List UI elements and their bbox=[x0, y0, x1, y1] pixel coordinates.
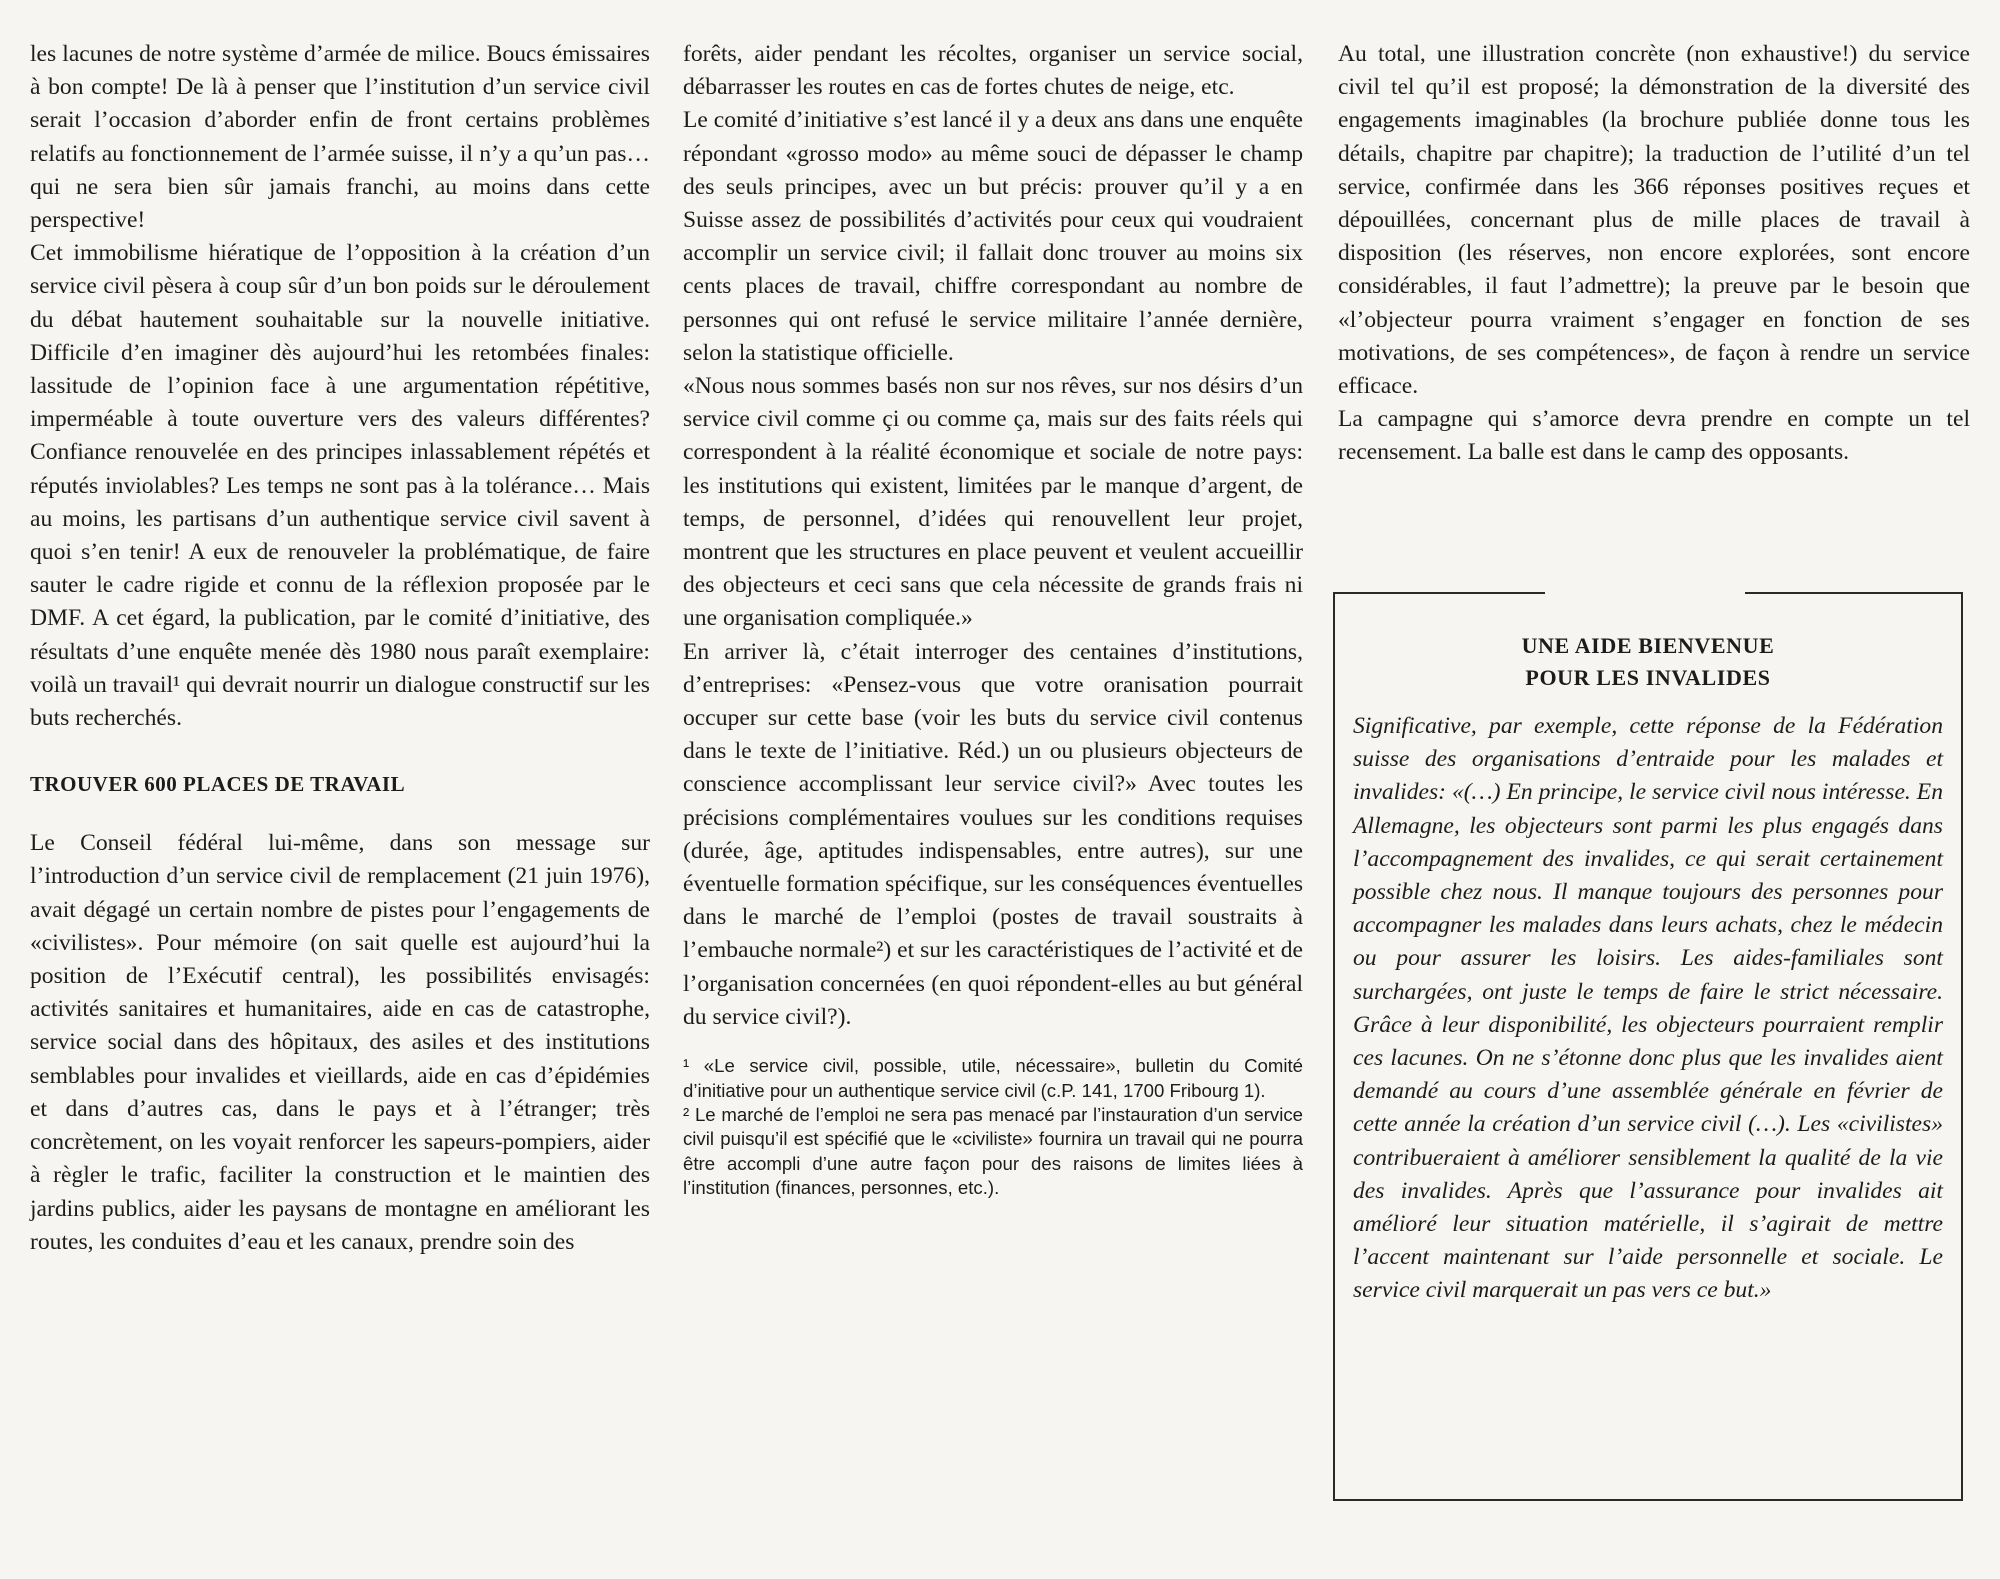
paragraph: Au total, une illustration concrète (non exhaustive!) du service civil tel qu’il est proposé; la démonstration de la diversité des engagements imaginables (la brochure publiée donne tous les détails, chapitre par chapitre); la traduction de l’utilité d’un tel service, confirmée dans les 366 réponses positives reçues et dépouillées, concernant plus de mille places de travail à disposition (les réserves, non encore explorées, sont encore considérables, il faut l’admettre); la preuve par le besoin que «l’objecteur pourra vraiment s’engager en fonction de ses motivations, de ses compétences», de façon à rendre un service efficace. bbox=[1338, 41, 1970, 400]
column-3 bbox=[1338, 38, 1970, 470]
box-title bbox=[1353, 630, 1943, 694]
border-gap bbox=[1545, 591, 1745, 596]
footnote-1: ¹ «Le service civil, possible, utile, nécessaire», bulletin du Comité d’initiative pour un authentique service civil (c.P. 141, 1700 Fribourg 1). bbox=[683, 1055, 1303, 1101]
column-1 bbox=[30, 38, 650, 1259]
box-title-line-1: UNE AIDE BIENVENUE bbox=[1521, 633, 1775, 658]
paragraph: les lacunes de notre système d’armée de milice. Boucs émissaires à bon compte! De là à penser que l’institution d’un service civil serait l’occasion d’aborder enfin de front certains problèmes relatifs au fonctionnement de l’armée suisse, il n’y a qu’un pas… qui ne sera bien sûr jamais franchi, au moins dans cette perspective! bbox=[30, 41, 650, 234]
footnote-2: ² Le marché de l’emploi ne sera pas menacé par l’instauration d’un service civil puisqu’il est spécifié que le «civiliste» fournira un travail qui ne pourra être accompli d’une autre façon pour des raisons de limites liées à l’institution (finances, personnes, etc.). bbox=[683, 1103, 1303, 1199]
paragraph: Le comité d’initiative s’est lancé il y a deux ans dans une enquête répondant «grosso modo» au même souci de dépasser le champ des seuls principes, avec un but précis: prouver qu’il y a en Suisse assez de possibilités d’activités pour ceux qui voudraient accomplir un service civil; il fallait donc trouver au moins six cents places de travail, chiffre correspondant au nombre de personnes qui ont refusé le service militaire l’année dernière, selon la statistique officielle. bbox=[683, 107, 1303, 366]
paragraph: forêts, aider pendant les récoltes, organiser un service social, débarrasser les routes en cas de fortes chutes de neige, etc. bbox=[683, 41, 1303, 101]
paragraph: Le Conseil fédéral lui-même, dans son message sur l’introduction d’un service civil de remplacement (21 juin 1976), avait dégagé un certain nombre de pistes pour l’engagements de «civilistes». Pour mémoire (on sait quelle est aujourd’hui la position de l’Exécutif central), les possibilités envisagés: activités sanitaires et humanitaires, aide en cas de catastrophe, service social dans des hôpitaux, des asiles et des institutions semblables pour invalides et vieillards, aide en cas d’épidémies et dans d’autres cas, dans le pays et à l’étranger; très concrètement, on les voyait renforcer les sapeurs-pompiers, aider à règler le trafic, faciliter la construction et le maintien des jardins publics, aider les paysans de montagne en améliorant les routes, les conduites d’eau et les canaux, prendre soin des bbox=[30, 830, 650, 1255]
sidebar-box bbox=[1333, 592, 1963, 1501]
paragraph: Cet immobilisme hiératique de l’opposition à la création d’un service civil pèsera à coup sûr d’un bon poids sur le déroulement du débat hautement souhaitable sur la nouvelle initiative. Difficile d’en imaginer dès aujourd’hui les retombées finales: lassitude de l’opinion face à une argumentation répétitive, imperméable à toute ouverture vers des valeurs différentes? Confiance renouvelée en des principes inlassablement répétés et réputés inviolables? Les temps ne sont pas à la tolérance… Mais au moins, les partisans d’un authentique service civil savent à quoi s’en tenir! A eux de renouveler la problématique, de faire sauter le cadre rigide et connu de la réflexion proposée par le DMF. A cet égard, la publication, par le comité d’initiative, des résultats d’une enquête menée dès 1980 nous paraît exemplaire: voilà un travail¹ qui devrait nourrir un dialogue constructif sur les buts recherchés. bbox=[30, 240, 650, 732]
section-heading: TROUVER 600 PLACES DE TRAVAIL bbox=[30, 772, 406, 797]
column-2 bbox=[683, 38, 1303, 1201]
paragraph: En arriver là, c’était interroger des centaines d’institutions, d’entreprises: «Pensez-vous que votre oranisation pourrait occuper sur cette base (voir les buts du service civil contenus dans le texte de l’initiative. Réd.) un ou plusieurs objecteurs de conscience accomplissant leur service civil?» Avec toutes les précisions complémentaires voulues sur les conditions requises (durée, âge, aptitudes indispensables, entre autres), sur une éventuelle formation spécifique, sur les conséquences éventuelles dans le marché de l’emploi (postes de travail soustraits à l’embauche normale²) et sur les caractéristiques de l’activité et de l’organisation concernées (en quoi répondent-elles au but général du service civil?). bbox=[683, 638, 1303, 1030]
quote-paragraph: «Nous nous sommes basés non sur nos rêves, sur nos désirs d’un service civil comme çi ou comme ça, mais sur des faits réels qui correspondent à la réalité économique et sociale de notre pays: les institutions qui existent, limitées par le manque d’argent, de temps, de personnel, d’idées qui renouvellent leur projet, montrent que les structures en place peuvent et veulent accueillir des objecteurs et ceci sans que cela nécessite de grands frais ni une organisation compliquée.» bbox=[683, 373, 1303, 632]
box-text: Significative, par exemple, cette réponse de la Fédération suisse des organisations d’entraide pour les malades et invalides: «(…) En principe, le service civil nous intéresse. En Allemagne, les objecteurs sont parmi les plus engagés dans l’accompagnement des invalides, ce qui serait certainement possible chez nous. Il manque toujours des personnes pour accompagner les malades dans leurs achats, chez le médecin ou pour assurer les loisirs. Les aides-familiales sont surchargées, ont juste le temps de faire le strict nécessaire. Grâce à leur disponibilité, les objecteurs pourraient remplir ces lacunes. On ne s’étonne donc plus que les invalides aient demandé au cours d’une assemblée générale en février de cette année la création d’un service civil (…). Les «civilistes» contribueraient à améliorer sensiblement la qualité de la vie des invalides. Après que l’assurance pour invalides ait amélioré leur situation matérielle, il s’agirait de mettre l’accent maintenant sur l’aide personnelle et sociale. Le service civil marquerait un pas vers ce but.» bbox=[1353, 713, 1943, 1304]
footnotes bbox=[683, 1054, 1303, 1200]
paragraph: La campagne qui s’amorce devra prendre en compte un tel recensement. La balle est dans le camp des opposants. bbox=[1338, 406, 1970, 466]
box-title-line-2: POUR LES INVALIDES bbox=[1525, 665, 1771, 690]
